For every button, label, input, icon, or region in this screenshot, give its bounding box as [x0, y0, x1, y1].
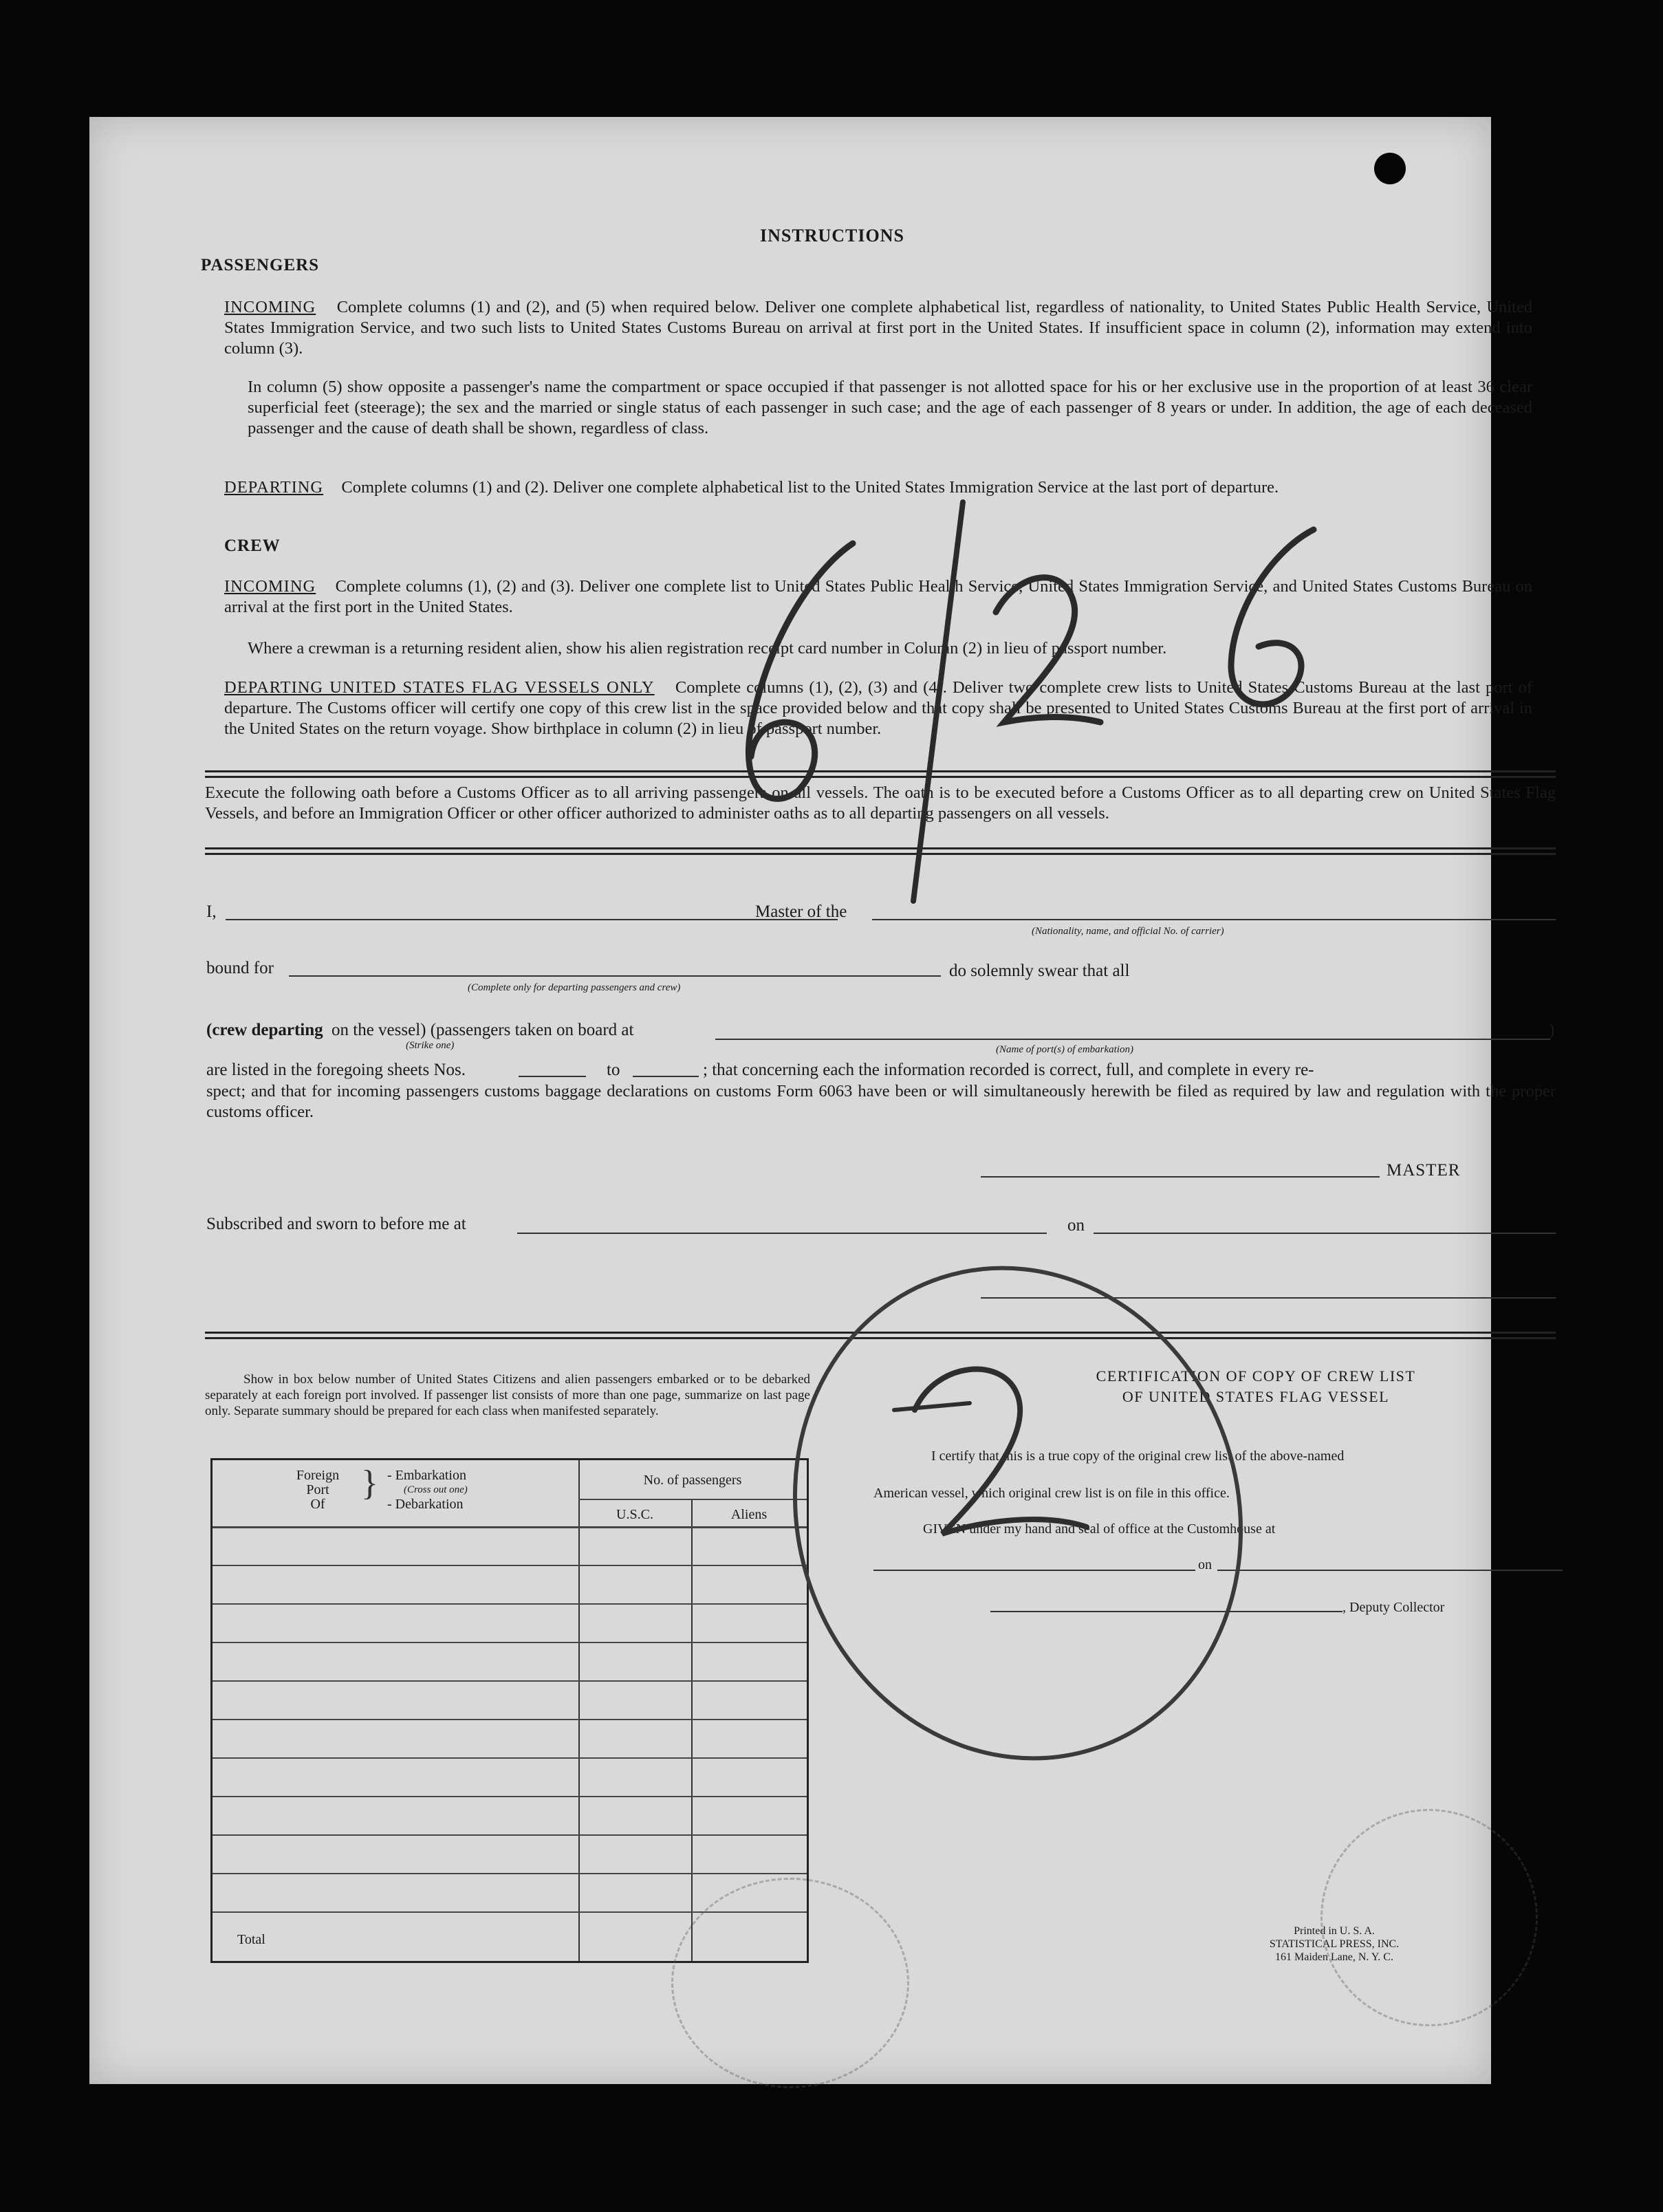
printer-line-2: STATISTICAL PRESS, INC. [1269, 1938, 1400, 1950]
passengers-incoming-text: Complete columns (1) and (2), and (5) when required below. Deliver one complete alphabetical list, regardless of nationality, to United States Public Health Service, United States Immigration Service, and two such lists to United States Customs Bureau on arrival at first port in the United States. If insufficient space in column (2), information may extend into column (3). [224, 298, 1533, 358]
oath-instructions: Execute the following oath before a Customs Officer as to all arriving passengers on all vessels. The oath is to be executed before a Customs Officer as to all departing crew on United States Flag Vessels, and before an Immigration Officer or other officer authorized to administer oaths as to all departing passengers on all vessels. [205, 783, 1556, 823]
port-label: Port [306, 1482, 329, 1497]
crew-heading: CREW [224, 536, 281, 555]
page-title: INSTRUCTIONS [760, 226, 904, 246]
master-label: MASTER [1387, 1161, 1461, 1180]
handwriting-overlay [89, 117, 1491, 2084]
handwritten-six [748, 543, 853, 799]
subscribed-label: Subscribed and sworn to before me at [206, 1215, 466, 1233]
close-paren: ) [1549, 1021, 1555, 1039]
crew-departing-label: DEPARTING UNITED STATES FLAG VESSELS ONLY [224, 678, 655, 697]
listed-text-b: ; that concerning each the information recorded is correct, full, and complete in every re- [703, 1061, 1314, 1079]
brace-symbol: } [361, 1464, 378, 1503]
carrier-caption: (Nationality, name, and official No. of carrier) [1032, 926, 1224, 937]
swear-text: do solemnly swear that all [949, 962, 1130, 980]
crew-departing-option[interactable]: (crew departing [206, 1021, 323, 1039]
crew-incoming-text: Complete columns (1), (2) and (3). Deliver one complete list to United States Public Health Service, United States Immigration Service, and United States Customs Bureau on arrival at the first port in the United States. [224, 577, 1532, 616]
passengers-column5-text: In column (5) show opposite a passenger's name the compartment or space occupied if that passenger is not allotted space for his or her exclusive use in the proportion of at least 36 clear superficial feet (steerage); the sex and the married or single status of each passenger in such case; and the age of each passenger of 8 years or under. In addition, the age of each deceased passenger and the cause of death shall be shown, regardless of class. [248, 378, 1532, 437]
bound-for-caption: (Complete only for departing passengers and crew) [468, 982, 681, 993]
deputy-collector-label: , Deputy Collector [1343, 1600, 1445, 1615]
bound-for-label: bound for [206, 959, 274, 977]
punch-hole [1506, 153, 1538, 184]
of-label: Of [310, 1497, 325, 1512]
cross-out-caption: (Cross out one) [404, 1484, 468, 1495]
on-the-vessel-text: on the vessel) (passengers taken on board at [331, 1021, 634, 1039]
handwritten-two [996, 578, 1100, 722]
embarkation-label: - Embarkation [387, 1468, 466, 1483]
ports-caption: (Name of port(s) of embarkation) [996, 1044, 1133, 1055]
handwritten-circled-two [915, 1369, 1087, 1534]
summary-instructions: Show in box below number of United States Citizens and alien passengers embarked or to be debarked separately at each foreign port involved. If passenger list consists of more than one page, summarize on last page only. Separate summary should be prepared for each class when manifested separately. [205, 1372, 810, 1418]
sworn-on-label: on [1067, 1216, 1085, 1235]
total-label: Total [237, 1932, 265, 1947]
printer-line-3: 161 Maiden Lane, N. Y. C. [1275, 1951, 1393, 1963]
debarkation-label: - Debarkation [387, 1497, 464, 1512]
form-sheet [89, 117, 1556, 2084]
handwritten-stroke [894, 1403, 970, 1410]
aliens-header: Aliens [730, 1507, 768, 1522]
master-of-the-label: Master of the [755, 902, 847, 921]
certify-line-1: I certify that this is a true copy of the original crew list of the above-named [931, 1449, 1345, 1464]
passengers-incoming-label: INCOMING [224, 298, 316, 316]
strike-one-caption: (Strike one) [406, 1040, 455, 1051]
handwritten-six-right [1231, 530, 1314, 704]
listed-text-c: spect; and that for incoming passengers customs baggage declarations on customs Form 6063 have been or will simultaneously herewith be filed as required by law and regulation with the proper customs officer. [206, 1082, 1556, 1121]
certification-heading-2: OF UNITED STATES FLAG VESSEL [1122, 1388, 1390, 1405]
certification-heading-1: CERTIFICATION OF COPY OF CREW LIST [1096, 1367, 1416, 1385]
passengers-heading: PASSENGERS [201, 256, 320, 274]
cert-on-label: on [1198, 1557, 1212, 1572]
handwritten-circle [732, 1210, 1303, 1817]
foreign-label: Foreign [296, 1468, 340, 1483]
usc-header: U.S.C. [616, 1507, 653, 1522]
crew-resident-text: Where a crewman is a returning resident alien, show his alien registration receipt card number in Column (2) in lieu of passport number. [248, 639, 1167, 658]
crew-incoming-label: INCOMING [224, 577, 316, 596]
listed-text-a: are listed in the foregoing sheets Nos. [206, 1061, 466, 1079]
printer-line-1: Printed in U. S. A. [1294, 1925, 1375, 1937]
certify-line-2: American vessel, which original crew list is on file in this office. [873, 1486, 1230, 1501]
handwritten-slash [913, 502, 963, 901]
no-passengers-header: No. of passengers [643, 1473, 742, 1488]
passengers-departing-label: DEPARTING [224, 478, 324, 497]
crew-departing-text: Complete columns (1), (2), (3) and (4). Deliver two complete crew lists to United States Customs Bureau at the last port of departure. The Customs officer will certify one copy of this crew list in the space provided below and that copy shall be presented to United States Customs Bureau at the first port of arrival in the United States on the return voyage. Show birthplace in column (2) in lieu of passport number. [224, 678, 1533, 738]
oath-i-label: I, [206, 902, 217, 921]
listed-to: to [607, 1061, 620, 1079]
passengers-departing-text: Complete columns (1) and (2). Deliver one complete alphabetical list to the United States Immigration Service at the last port of departure. [341, 478, 1279, 497]
given-line: GIVEN under my hand and seal of office at the Customhouse at [923, 1521, 1276, 1537]
